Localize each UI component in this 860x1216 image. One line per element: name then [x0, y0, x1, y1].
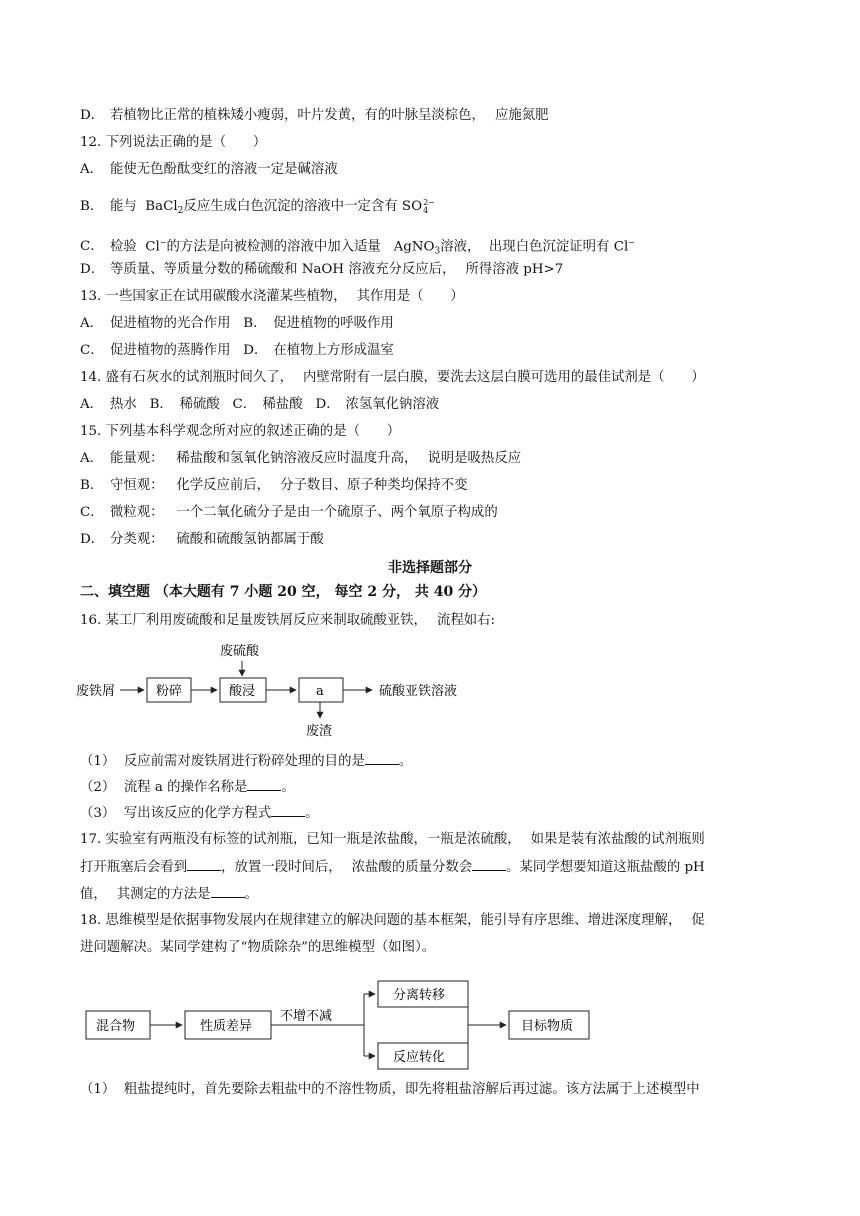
q15-option-b: B． 守恒观： 化学反应前后， 分子数目、原子种类均保持不变	[80, 478, 468, 493]
option-label: C．	[80, 239, 104, 255]
q15-option-a: A． 能量观： 稀盐酸和氢氧化钠溶液反应时温度升高， 说明是吸热反应	[80, 451, 522, 466]
q14-options: A． 热水 B． 稀硫酸 C． 稀盐酸 D． 浓氢氧化钠溶液	[80, 397, 440, 412]
option-text: 能与	[110, 199, 137, 214]
flow-output: 硫酸亚铁溶液	[379, 684, 458, 699]
model-separate: 分离转移	[393, 988, 446, 1003]
q12-option-a	[80, 161, 338, 179]
q13-options-ab: A． 促进植物的光合作用 B． 促进植物的呼吸作用	[80, 316, 394, 331]
q17-line3: 值， 其测定的方法是 。	[80, 887, 258, 902]
q15-option-d: D． 分类观： 硫酸和硫酸氢钠都属于酸	[80, 532, 324, 547]
q12-option-c: C． 检验 Cl−的方法是向被检测的溶液中加入适量 AgNO$_3$溶液， 出现白色沉淀证明有 Cl−	[80, 238, 635, 257]
flow-input: 废铁屑	[76, 684, 116, 699]
model-react: 反应转化	[393, 1050, 446, 1065]
q18-sub1: （1） 粗盐提纯时，首先要除去粗盐中的不溶性物质，即先将粗盐溶解后再过滤。该方法属于上述模型中	[80, 1082, 700, 1097]
q16-flowchart	[76, 640, 486, 740]
section-title: 非选择题部分	[388, 560, 472, 576]
option-label: D．	[80, 108, 105, 123]
q18-model-diagram	[84, 978, 594, 1076]
sulfate-ion-charge: 2− 4	[423, 197, 435, 215]
model-arrow-label: 不增不减	[280, 1009, 333, 1024]
answer-blank[interactable]	[211, 885, 245, 898]
q14-stem: 14. 盛有石灰水的试剂瓶时间久了， 内壁常附有一层白膜，要洗去这层白膜可选用的最佳试剂是（ ）	[80, 370, 705, 385]
q12-option-b	[80, 198, 435, 220]
q18-line1: 18. 思维模型是依据事物发展内在规律建立的解决问题的基本框架，能引导有序思维、增进深度理解， 促	[80, 913, 705, 928]
option-text-tail: 应施氮肥	[494, 108, 549, 123]
option-text: 若植物比正常的植株矮小瘦弱，叶片发黄，有的叶脉呈淡棕色，	[110, 108, 485, 123]
flow-reagent: 废硫酸	[220, 644, 260, 659]
q17-line1: 17. 实验室有两瓶没有标签的试剂瓶，已知一瓶是浓盐酸，一瓶是浓硫酸， 如果是装有浓盐酸的试剂瓶则	[80, 832, 705, 847]
q16-sub2: （2） 流程 a 的操作名称是 。	[80, 780, 295, 795]
option-text: 能使无色酚酞变红的溶液一定是碱溶液	[110, 162, 338, 177]
q16-sub3: （3） 写出该反应的化学方程式 。	[80, 806, 319, 821]
q17-line2: 打开瓶塞后会看到 ，放置一段时间后， 浓盐酸的质量分数会 。某同学想要知道这瓶盐酸的 pH	[80, 860, 705, 875]
q15-stem: 15. 下列基本科学观念所对应的叙述正确的是（ ）	[80, 424, 401, 439]
flow-step1: 粉碎	[156, 684, 183, 699]
q16-sub1: （1） 反应前需对废铁屑进行粉碎处理的目的是 。	[80, 754, 413, 769]
q11-option-d	[80, 107, 549, 125]
q16-stem: 16. 某工厂利用废硫酸和足量废铁屑反应来制取硫酸亚铁， 流程如右:	[80, 613, 496, 628]
answer-blank[interactable]	[187, 858, 221, 871]
flow-step2: 酸浸	[229, 684, 256, 699]
q12-option-d: D． 等质量、等质量分数的稀硫酸和 NaOH 溶液充分反应后， 所得溶液 pH>7	[80, 262, 564, 277]
answer-blank[interactable]	[365, 752, 399, 765]
answer-blank[interactable]	[247, 778, 281, 791]
option-label: D．	[80, 262, 105, 277]
q13-stem: 13. 一些国家正在试用碳酸水浇灌某些植物， 其作用是（ ）	[80, 289, 464, 304]
flow-step3: a	[316, 684, 324, 699]
answer-blank[interactable]	[271, 804, 305, 817]
model-difference: 性质差异	[200, 1019, 253, 1034]
formula-bacl2: BaCl$_2$	[145, 199, 184, 216]
part2-heading: 二、填空题 （本大题有 7 小题 20 空， 每空 2 分， 共 40 分）	[80, 584, 487, 600]
model-target: 目标物质	[521, 1019, 574, 1034]
model-mixture: 混合物	[96, 1019, 136, 1034]
q12-stem: 12. 下列说法正确的是（ ）	[80, 135, 267, 150]
q18-line2: 进问题解决。某同学建构了“物质除杂”的思维模型（如图）。	[80, 940, 436, 955]
option-label: B．	[80, 199, 104, 214]
q13-options-cd: C． 促进植物的蒸腾作用 D． 在植物上方形成温室	[80, 343, 394, 358]
option-label: A．	[80, 162, 104, 177]
flow-waste: 废渣	[306, 724, 333, 739]
q15-option-c: C． 微粒观： 一个二氧化硫分子是由一个硫原子、两个氧原子构成的	[80, 505, 498, 520]
option-text: 反应生成白色沉淀的溶液中一定含有 SO	[183, 199, 423, 214]
answer-blank[interactable]	[472, 858, 506, 871]
